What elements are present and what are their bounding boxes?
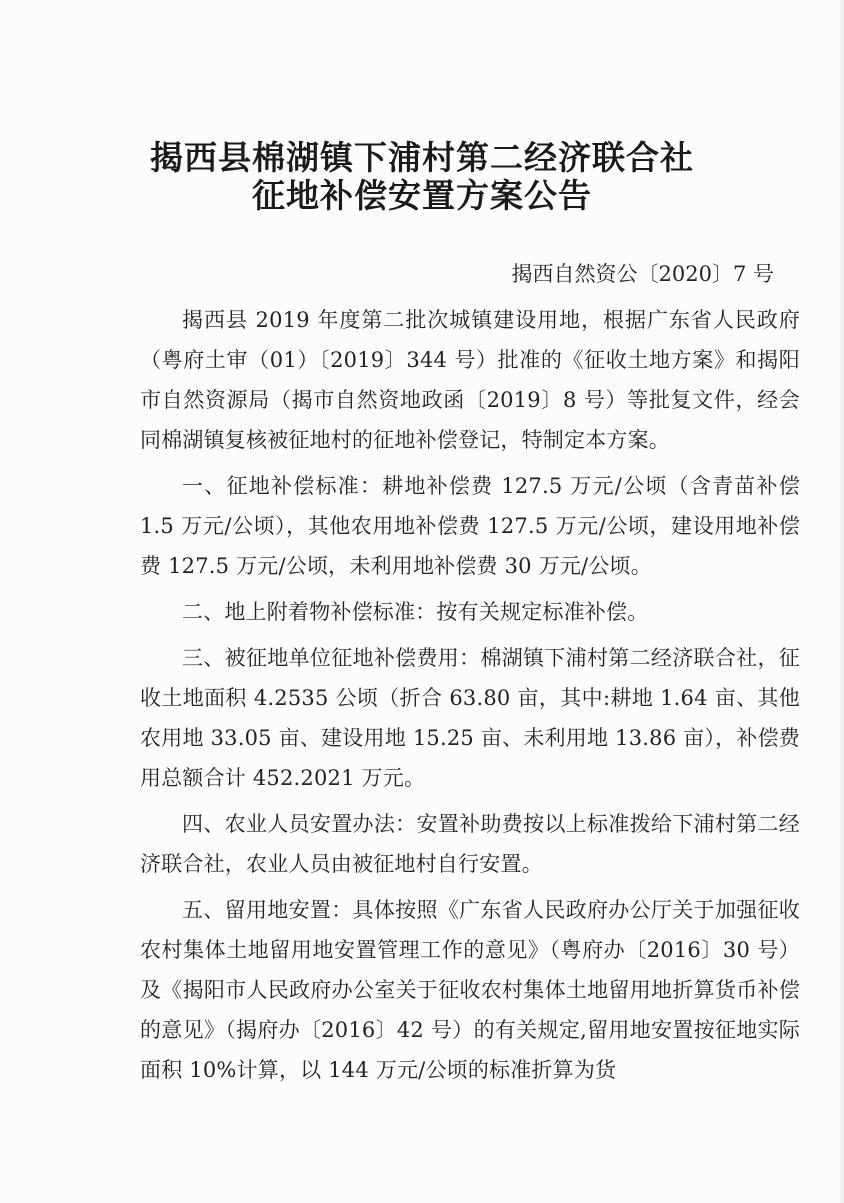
- document-body: [140, 300, 800, 1090]
- document-number: 揭西自然资公〔2020〕7 号: [511, 262, 774, 286]
- paragraph-resettlement-method: 四、农业人员安置办法：安置补助费按以上标准拨给下浦村第二经济联合社，农业人员由被征地村自行安置。: [140, 812, 800, 876]
- paragraph-attachment-compensation: 二、地上附着物补偿标准：按有关规定标准补偿。: [182, 600, 649, 624]
- paragraph-reserved-land: 五、留用地安置：具体按照《广东省人民政府办公厅关于加强征收农村集体土地留用地安置管理工作的意见》（粤府办〔2016〕30 号）及《揭阳市人民政府办公室关于征收农村集体土地留用地折算货币补偿的意见》（揭府办〔2016〕42 号）的有关规定,留用地安置按征地实际面积 10%计算，以 144 万元/公顷的标准折算为货: [140, 898, 800, 1082]
- scan-edge-shadow: [838, 0, 844, 1203]
- document-title-line-1: 揭西县棉湖镇下浦村第二经济联合社: [150, 138, 694, 177]
- paragraph-compensation-standard: 一、征地补偿标准：耕地补偿费 127.5 万元/公顷（含青苗补偿 1.5 万元/公顷），其他农用地补偿费 127.5 万元/公顷，建设用地补偿费 127.5 万元/公顷，未利用地补偿费 30 万元/公顷。: [140, 474, 800, 578]
- paragraph-intro: 揭西县 2019 年度第二批次城镇建设用地，根据广东省人民政府（粤府土审（01）〔2019〕344 号）批准的《征收土地方案》和揭阳市自然资源局（揭市自然资地政函〔2019〕8 号）等批复文件，经会同棉湖镇复核被征地村的征地补偿登记，特制定本方案。: [140, 308, 800, 452]
- document-title-line-2: 征地补偿安置方案公告: [252, 176, 592, 215]
- paragraph-compensation-amount: 三、被征地单位征地补偿费用：棉湖镇下浦村第二经济联合社，征收土地面积 4.2535 公顷（折合 63.80 亩，其中:耕地 1.64 亩、其他农用地 33.05 亩、建设用地 15.25 亩、未利用地 13.86 亩），补偿费用总额合计 452.2021 万元。: [140, 646, 800, 790]
